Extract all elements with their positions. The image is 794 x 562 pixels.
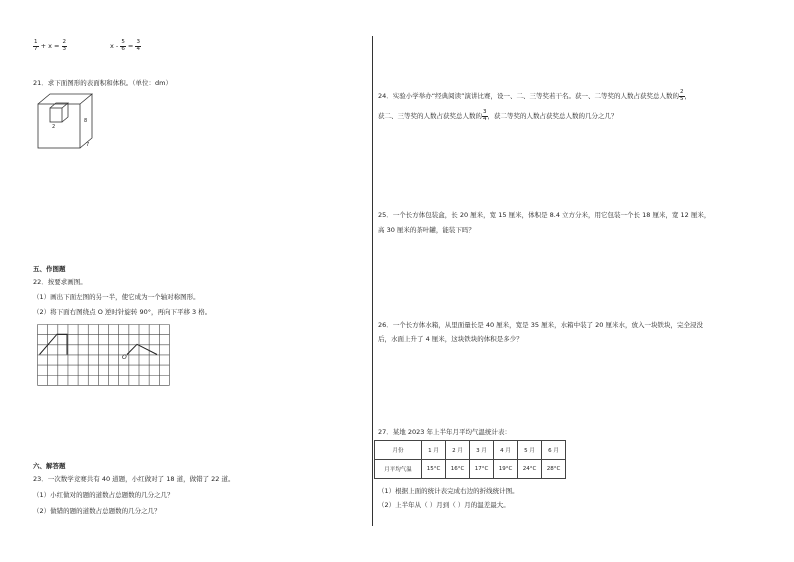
table-header-cell: 月平均气温	[375, 460, 422, 479]
question-25-line-1: 25．一个长方体包装盒，长 20 厘米，宽 15 厘米，体积是 8.4 立方分米，用它包装一个长 18 厘米，宽 12 厘米，	[378, 211, 711, 219]
temperature-cell: 28°C	[542, 460, 566, 479]
temperature-cell: 19°C	[494, 460, 518, 479]
temperature-cell: 17°C	[470, 460, 494, 479]
question-24-text: ，获二等奖的人数占获奖总人数的几分之几？	[487, 112, 618, 120]
rotation-shape	[127, 344, 157, 354]
question-25-line-2: 高 30 厘米的茶叶罐，能装下吗？	[378, 226, 475, 234]
question-24-line-1	[378, 90, 691, 102]
table-row	[375, 441, 566, 460]
fraction: $\frac{2}{3}$	[62, 39, 67, 52]
fraction: $\frac{5}{6}$	[121, 39, 125, 52]
question-22-part-1: （1）画出下面左图的另一半，使它成为一个轴对称图形。	[33, 293, 200, 301]
equation-1	[33, 40, 67, 52]
question-27: 27．某地 2023 年上半年月平均气温统计表：	[378, 428, 511, 436]
month-cell: 4 月	[494, 441, 518, 460]
dimension-label: 8	[84, 118, 88, 124]
fraction: $\frac{2}{5}$	[680, 89, 684, 102]
section-5-heading: 五、作图题	[33, 265, 66, 273]
question-26-line-1: 26．一个长方体水箱，从里面量长是 40 厘米，宽是 35 厘米，水箱中装了 20 厘米水，放入一块铁块，完全浸没	[378, 321, 703, 329]
question-23: 23．一次数学竞赛共有 40 道题，小红做对了 18 道，做错了 22 道。	[33, 475, 235, 483]
fraction: $\frac{1}{7}$	[34, 39, 38, 52]
month-cell: 5 月	[518, 441, 542, 460]
question-26-line-2: 后，水面上升了 4 厘米，这块铁块的体积是多少？	[378, 335, 523, 343]
month-cell: 1 月	[422, 441, 446, 460]
fraction: $\frac{3}{4}$	[136, 39, 140, 52]
dimension-label: 2	[52, 124, 56, 130]
question-23-part-1: （1）小红做对的题的道数占总题数的几分之几？	[33, 491, 174, 499]
drawing-grid	[37, 324, 170, 386]
month-cell: 3 月	[470, 441, 494, 460]
month-cell: 6 月	[542, 441, 566, 460]
month-cell: 2 月	[446, 441, 470, 460]
question-24-text: 24．实验小学举办“经典阅读”演讲比赛，设一、二、三等奖若干名。获一、二等奖的人数占获奖总人数的	[378, 92, 680, 100]
equation-text: =	[127, 42, 134, 50]
question-27-part-1: （1）根据上面的统计表完成右边的折线统计图。	[378, 487, 519, 495]
question-24-text: ，	[684, 92, 692, 100]
column-divider	[372, 36, 373, 526]
dimension-label: 7	[86, 142, 90, 148]
left-half-shape	[40, 334, 68, 354]
question-23-part-2: （2）做错的题的道数占总题数的几分之几？	[33, 507, 161, 515]
table-row	[375, 460, 566, 479]
equation-text: x -	[110, 42, 119, 50]
temperature-cell: 16°C	[446, 460, 470, 479]
section-6-heading: 六、解答题	[33, 462, 66, 470]
cube-figure	[34, 92, 94, 154]
question-22-part-2: （2）将下面右图绕点 O 逆时针旋转 90°，再向下平移 3 格。	[33, 308, 212, 316]
temperature-table	[374, 440, 566, 479]
temperature-cell: 24°C	[518, 460, 542, 479]
question-27-part-2: （2）上半年从（ ）月到（ ）月的温差最大。	[378, 501, 510, 509]
question-24-line-2	[378, 110, 618, 122]
question-22: 22．按要求画图。	[33, 278, 87, 286]
question-21: 21．求下面图形的表面积和体积。（单位：dm）	[33, 79, 172, 87]
equation-2	[110, 40, 141, 52]
fraction: $\frac{3}{4}$	[483, 109, 487, 122]
table-header-cell: 月份	[375, 441, 422, 460]
temperature-cell: 15°C	[422, 460, 446, 479]
question-24-text: 获二、三等奖的人数占获奖总人数的	[378, 112, 482, 120]
equation-text: + x =	[40, 42, 60, 50]
point-o-label: O	[122, 354, 127, 361]
